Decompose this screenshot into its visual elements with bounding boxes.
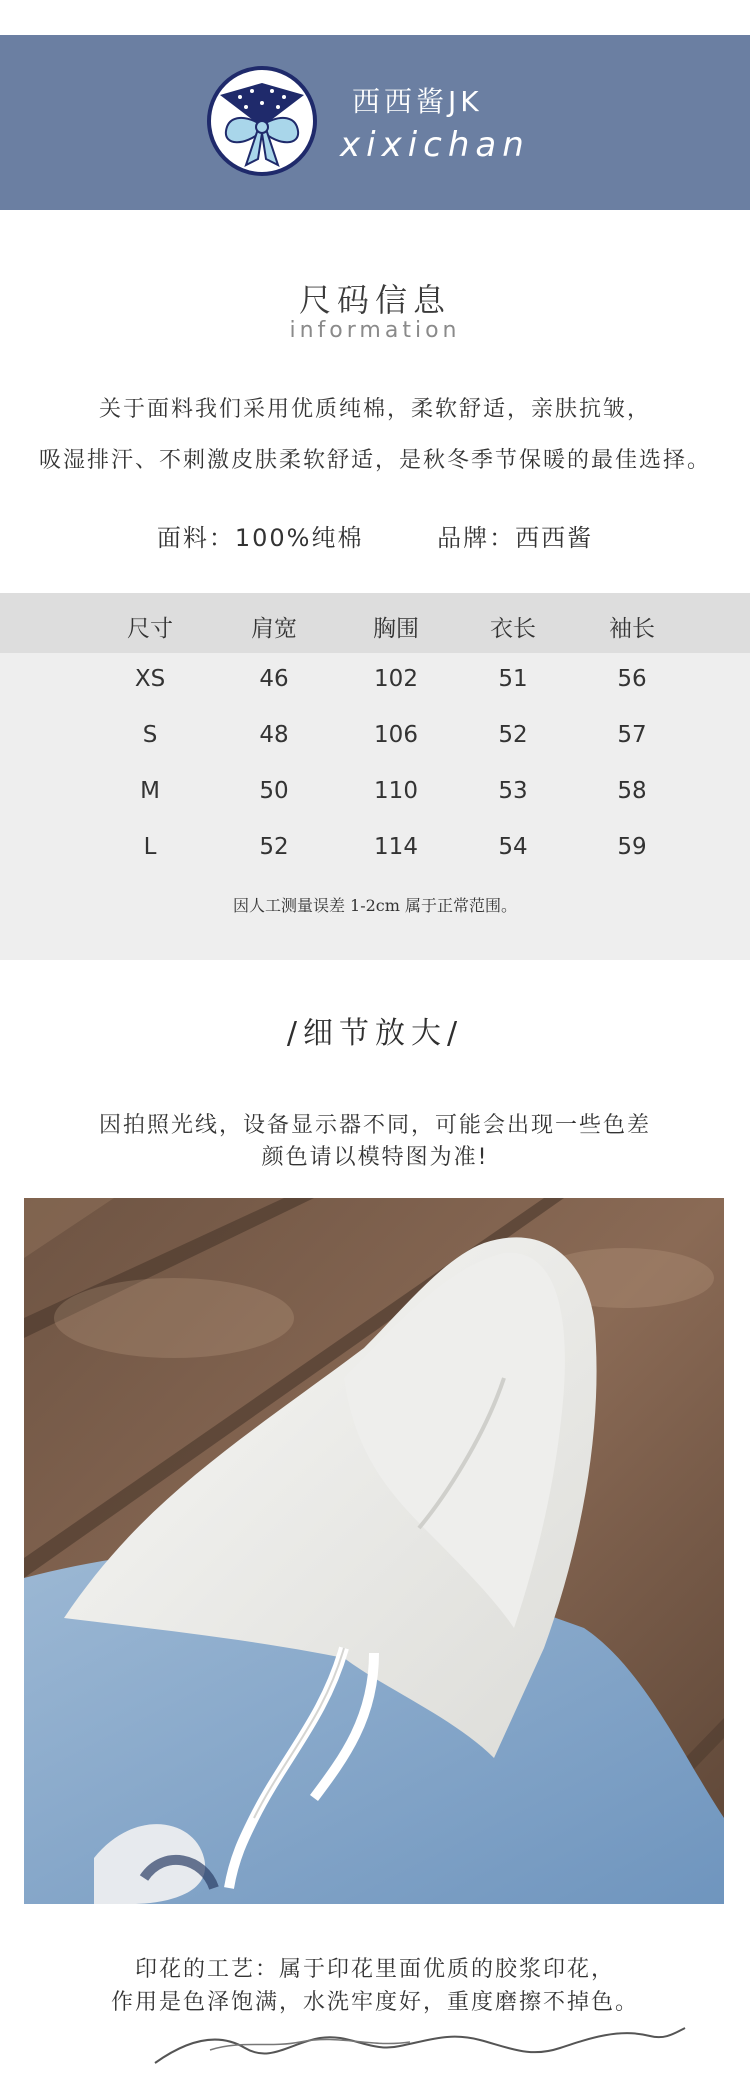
hoodie-detail-photo: [24, 1198, 724, 1904]
product-specs: [0, 518, 750, 553]
table-cell: 57: [617, 722, 647, 748]
size-table: [0, 593, 750, 960]
table-cell: 52: [259, 834, 289, 860]
decorative-squiggle-icon: [150, 2018, 690, 2070]
table-cell: M: [140, 778, 160, 804]
header-cell-chest: 胸围: [373, 616, 419, 642]
detail-section-title: /细节放大/: [286, 1016, 464, 1051]
color-note-line-2: 颜色请以模特图为准!: [261, 1145, 489, 1170]
header-banner: [0, 35, 750, 210]
fabric-intro-line-2: 吸湿排汗、不刺激皮肤柔软舒适，是秋冬季节保暖的最佳选择。: [38, 448, 711, 473]
size-section-subtitle: information: [289, 318, 461, 343]
table-cell: 50: [259, 778, 289, 804]
fabric-intro-line-1: 关于面料我们采用优质纯棉，柔软舒适，亲肤抗皱，: [98, 397, 651, 422]
print-craft-line-1: 印花的工艺：属于印花里面优质的胶浆印花，: [134, 1957, 615, 1982]
color-note-line-1: 因拍照光线，设备显示器不同，可能会出现一些色差: [98, 1113, 651, 1138]
measurement-note: 因人工测量误差 1-2cm 属于正常范围。: [232, 896, 518, 915]
table-cell: S: [142, 722, 158, 748]
table-cell: 48: [259, 722, 289, 748]
brand-name-en: xixichan: [340, 125, 530, 165]
table-cell: 110: [374, 778, 418, 804]
fabric-spec: 面料：100%纯棉: [156, 524, 364, 552]
table-cell: 114: [374, 834, 418, 860]
table-cell: 54: [498, 834, 528, 860]
header-cell-length: 衣长: [490, 616, 536, 642]
table-cell: 56: [617, 666, 647, 692]
brand-spec: 品牌：西西酱: [437, 524, 594, 552]
header-cell-size: 尺寸: [127, 616, 173, 642]
bow-logo-icon: [206, 65, 318, 177]
header-cell-sleeve: 袖长: [609, 616, 655, 642]
table-cell: 52: [498, 722, 528, 748]
header-cell-shoulder: 肩宽: [251, 616, 297, 642]
table-cell: 59: [617, 834, 647, 860]
table-cell: L: [143, 834, 157, 860]
table-cell: 102: [374, 666, 418, 692]
table-cell: 51: [498, 666, 528, 692]
table-cell: XS: [134, 666, 166, 692]
print-craft-line-2: 作用是色泽饱满，水洗牢度好，重度磨擦不掉色。: [110, 1990, 639, 2015]
table-cell: 46: [259, 666, 289, 692]
hoodie-photo: [24, 1198, 724, 1904]
table-cell: 58: [617, 778, 647, 804]
table-cell: 106: [374, 722, 418, 748]
table-cell: 53: [498, 778, 528, 804]
size-table-header: [0, 593, 750, 653]
size-section-title: 尺码信息: [298, 281, 451, 319]
brand-name-cn: 西西酱JK: [352, 85, 483, 118]
